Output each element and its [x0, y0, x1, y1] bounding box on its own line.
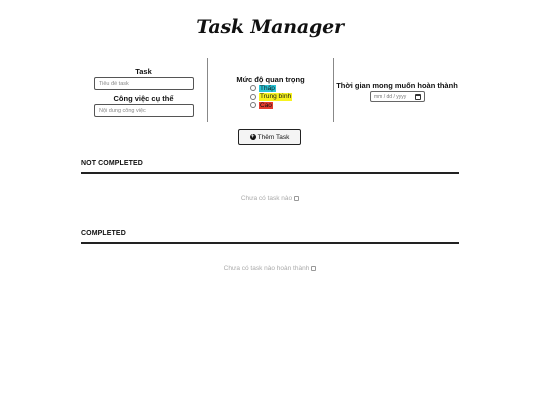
task-form	[80, 58, 460, 122]
deadline-label: Thời gian mong muốn hoàn thành	[336, 81, 458, 90]
radio-button[interactable]	[250, 94, 256, 100]
empty-message-text: Chưa có task nào	[240, 195, 293, 202]
priority-low-label: Thấp	[260, 84, 275, 92]
radio-button[interactable]	[250, 102, 256, 108]
priority-option-medium[interactable]	[250, 93, 292, 102]
task-column	[80, 58, 207, 122]
page-title: Task Manager	[196, 16, 344, 38]
empty-message-text: Chưa có task nào hoàn thành	[223, 265, 310, 272]
calendar-icon[interactable]	[415, 94, 421, 100]
section-divider	[81, 172, 459, 174]
completed-heading: COMPLETED	[81, 230, 126, 237]
add-task-label: Thêm Task	[257, 133, 290, 141]
priority-option-low[interactable]	[250, 84, 292, 93]
priority-column	[208, 58, 333, 122]
task-label: Task	[135, 67, 152, 76]
plus-circle-icon: +	[250, 134, 255, 140]
not-completed-heading: NOT COMPLETED	[81, 160, 143, 167]
deadline-date-input[interactable]	[370, 91, 425, 102]
note-icon	[311, 266, 316, 271]
not-completed-empty-message	[81, 195, 459, 202]
radio-button[interactable]	[250, 85, 256, 91]
date-placeholder: mm / dd / yyyy	[374, 93, 407, 100]
priority-label: Mức độ quan trọng	[236, 75, 305, 84]
priority-medium-label: Trung bình	[260, 93, 292, 100]
add-task-button[interactable]	[238, 129, 301, 145]
task-detail-input[interactable]	[94, 104, 194, 117]
priority-high-label: Cao	[260, 101, 272, 109]
priority-option-high[interactable]	[250, 101, 292, 110]
priority-radio-group	[250, 84, 292, 110]
note-icon	[294, 196, 299, 201]
task-title-input[interactable]	[94, 77, 194, 90]
detail-label: Công việc cụ thể	[113, 94, 174, 103]
completed-empty-message	[81, 265, 459, 272]
section-divider	[81, 242, 459, 244]
deadline-column	[334, 58, 460, 122]
